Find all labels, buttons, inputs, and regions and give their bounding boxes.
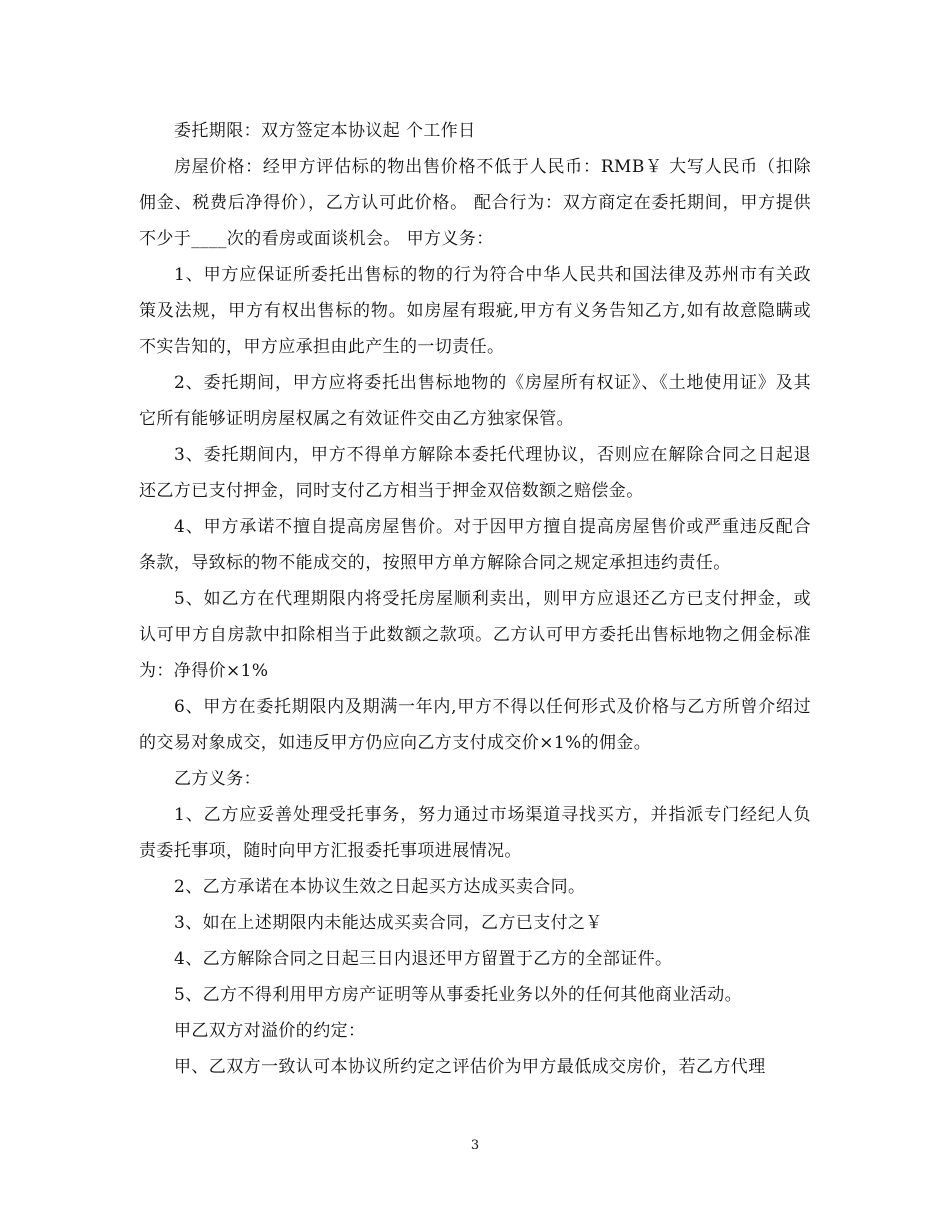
- paragraph-party-a-duty-4: 4、甲方承诺不擅自提高房屋售价。对于因甲方擅自提高房屋售价或严重违反配合条款，导致标的物不能成交的，按照甲方单方解除合同之规定承担违约责任。: [139, 517, 811, 573]
- document-body: [139, 113, 811, 1085]
- paragraph-premium-agreement: 甲、乙双方一致认可本协议所约定之评估价为甲方最低成交房价，若乙方代理: [174, 1057, 766, 1077]
- paragraph-house-price: 房屋价格：经甲方评估标的物出售价格不低于人民币：RMB￥ 大写人民币（扣除佣金、税费后净得价），乙方认可此价格。 配合行为：双方商定在委托期间，甲方提供不少于____次的看房或面谈机会。 甲方义务：: [139, 157, 811, 249]
- paragraph-party-a-duty-3: 3、委托期间内，甲方不得单方解除本委托代理协议，否则应在解除合同之日起退还乙方已支付押金，同时支付乙方相当于押金双倍数额之赔偿金。: [139, 445, 811, 501]
- page-number: 3: [470, 1138, 480, 1153]
- paragraph-entrust-period: 委托期限：双方签定本协议起 个工作日: [174, 121, 476, 141]
- paragraph-party-b-duty-3: 3、如在上述期限内未能达成买卖合同，乙方已支付之￥: [174, 913, 603, 933]
- heading-party-b-duties: 乙方义务：: [174, 769, 261, 789]
- paragraph-party-b-duty-1: 1、乙方应妥善处理受托事务，努力通过市场渠道寻找买方，并指派专门经纪人负责委托事项，随时向甲方汇报委托事项进展情况。: [139, 805, 811, 861]
- paragraph-party-a-duty-1: 1、甲方应保证所委托出售标的物的行为符合中华人民共和国法律及苏州市有关政策及法规，甲方有权出售标的物。如房屋有瑕疵,甲方有义务告知乙方,如有故意隐瞒或不实告知的，甲方应承担由此产生的一切责任。: [139, 265, 811, 357]
- paragraph-party-a-duty-6: 6、甲方在委托期限内及期满一年内,甲方不得以任何形式及价格与乙方所曾介绍过的交易对象成交，如违反甲方仍应向乙方支付成交价×1%的佣金。: [139, 697, 811, 753]
- heading-premium-agreement: 甲乙双方对溢价的约定：: [174, 1021, 366, 1041]
- paragraph-party-b-duty-5: 5、乙方不得利用甲方房产证明等从事委托业务以外的任何其他商业活动。: [174, 985, 743, 1005]
- paragraph-party-a-duty-2: 2、委托期间，甲方应将委托出售标地物的《房屋所有权证》、《土地使用证》及其它所有能够证明房屋权属之有效证件交由乙方独家保管。: [139, 373, 811, 429]
- paragraph-party-a-duty-5: 5、如乙方在代理期限内将受托房屋顺利卖出，则甲方应退还乙方已支付押金，或认可甲方自房款中扣除相当于此数额之款项。乙方认可甲方委托出售标地物之佣金标准为：净得价×1%: [139, 589, 811, 681]
- paragraph-party-b-duty-4: 4、乙方解除合同之日起三日内退还甲方留置于乙方的全部证件。: [174, 949, 673, 969]
- paragraph-party-b-duty-2: 2、乙方承诺在本协议生效之日起买方达成买卖合同。: [174, 877, 586, 897]
